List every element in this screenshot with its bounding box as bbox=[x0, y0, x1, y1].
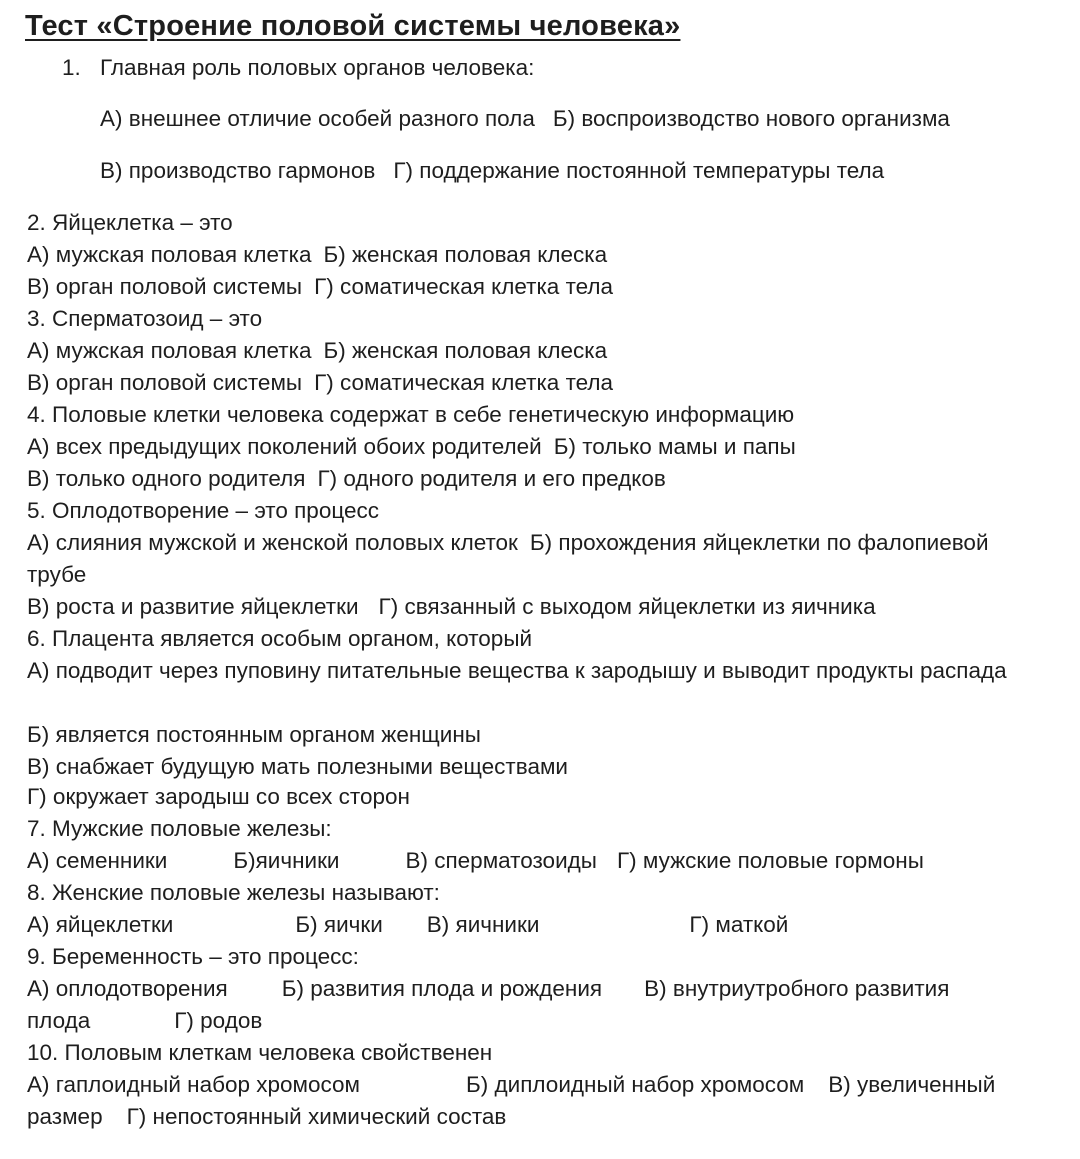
question-3-options-row-1 bbox=[27, 335, 607, 367]
option-a: А) мужская половая клетка bbox=[27, 242, 312, 267]
option-b: Б) только мамы и папы bbox=[553, 434, 796, 459]
option-d: Г) окружает зародыш со всех сторон bbox=[27, 784, 410, 809]
option-d: Г) родов bbox=[174, 1008, 263, 1033]
option-c: В) внутриутробного развития плода bbox=[27, 976, 950, 1033]
option-b: Б) яички bbox=[295, 912, 383, 937]
option-b: Б) прохождения яйцеклетки по фалопиевой трубе bbox=[27, 530, 989, 587]
document-title: Тест «Строение половой системы человека» bbox=[25, 10, 681, 42]
option-b: Б) женская половая клеска bbox=[323, 338, 608, 363]
question-10: 10. Половым клеткам человека свойственен bbox=[27, 1040, 493, 1065]
option-d: Г) мужские половые гормоны bbox=[616, 848, 924, 873]
question-3-options-row-2 bbox=[27, 367, 613, 399]
question-2: 2. Яйцеклетка – это bbox=[27, 210, 233, 235]
question-1 bbox=[62, 52, 534, 84]
option-a: А) внешнее отличие особей разного пола bbox=[100, 106, 535, 131]
option-c: В) орган половой системы bbox=[27, 274, 303, 299]
question-4-options-row-1 bbox=[27, 431, 796, 463]
option-c: В) яичники bbox=[426, 912, 540, 937]
question-1-options-row-1 bbox=[100, 103, 950, 135]
option-b: Б) диплоидный набор хромосом bbox=[466, 1072, 805, 1097]
question-6: 6. Плацента является особым органом, который bbox=[27, 626, 533, 651]
question-3: 3. Сперматозоид – это bbox=[27, 306, 263, 331]
question-5-options-row-1 bbox=[27, 527, 1027, 591]
option-a: А) оплодотворения bbox=[27, 976, 228, 1001]
question-2-options-row-1 bbox=[27, 239, 607, 271]
option-a: А) всех предыдущих поколений обоих родителей bbox=[27, 434, 542, 459]
option-d: Г) поддержание постоянной температуры тела bbox=[393, 158, 885, 183]
option-a: А) семенники bbox=[27, 848, 168, 873]
option-c: В) увеличенный размер bbox=[27, 1072, 996, 1129]
option-d: Г) маткой bbox=[689, 912, 789, 937]
option-a: А) мужская половая клетка bbox=[27, 338, 312, 363]
option-a: А) слияния мужской и женской половых клеток bbox=[27, 530, 518, 555]
question-10-options bbox=[27, 1069, 1080, 1133]
question-8-options bbox=[27, 909, 788, 941]
option-c: В) сперматозоиды bbox=[405, 848, 597, 873]
question-8: 8. Женские половые железы называют: bbox=[27, 880, 440, 905]
question-4: 4. Половые клетки человека содержат в себе генетическую информацию bbox=[27, 402, 795, 427]
option-a: А) подводит через пуповину питательные вещества к зародышу и выводит продукты распада bbox=[27, 658, 1007, 683]
question-5: 5. Оплодотворение – это процесс bbox=[27, 498, 379, 523]
option-b: Б) является постоянным органом женщины bbox=[27, 722, 481, 747]
option-d: Г) связанный с выходом яйцеклетки из яичника bbox=[378, 594, 876, 619]
option-c: В) роста и развитие яйцеклетки bbox=[27, 594, 359, 619]
question-7-options bbox=[27, 845, 924, 877]
option-c: В) производство гармонов bbox=[100, 158, 376, 183]
option-a: А) гаплоидный набор хромосом bbox=[27, 1072, 361, 1097]
option-d: Г) соматическая клетка тела bbox=[314, 274, 614, 299]
question-9-options bbox=[27, 973, 1067, 1037]
option-a: А) яйцеклетки bbox=[27, 912, 174, 937]
option-d: Г) непостоянный химический состав bbox=[126, 1104, 507, 1129]
question-4-options-row-2 bbox=[27, 463, 666, 495]
option-b: Б) женская половая клеска bbox=[323, 242, 608, 267]
option-d: Г) одного родителя и его предков bbox=[317, 466, 666, 491]
option-c: В) орган половой системы bbox=[27, 370, 303, 395]
question-9: 9. Беременность – это процесс: bbox=[27, 944, 359, 969]
question-number: 1. bbox=[62, 55, 81, 80]
option-b: Б)яичники bbox=[233, 848, 340, 873]
question-5-options-row-2 bbox=[27, 591, 876, 623]
option-b: Б) развития плода и рождения bbox=[281, 976, 603, 1001]
question-text: Главная роль половых органов человека: bbox=[100, 55, 535, 80]
option-c: В) только одного родителя bbox=[27, 466, 306, 491]
option-b: Б) воспроизводство нового организма bbox=[552, 106, 950, 131]
question-1-options-row-2 bbox=[100, 155, 884, 187]
option-d: Г) соматическая клетка тела bbox=[314, 370, 614, 395]
option-c: В) снабжает будущую мать полезными веществами bbox=[27, 754, 568, 779]
question-7: 7. Мужские половые железы: bbox=[27, 816, 332, 841]
question-2-options-row-2 bbox=[27, 271, 613, 303]
